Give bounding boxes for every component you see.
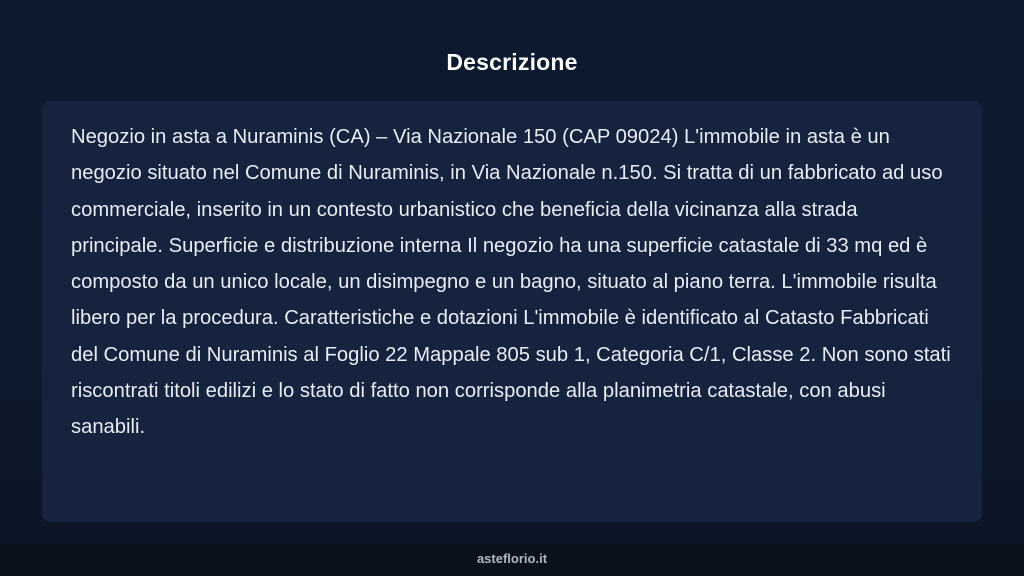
description-card — [42, 101, 982, 522]
description-text: Negozio in asta a Nuraminis (CA) – Via Nazionale 150 (CAP 09024) L'immobile in asta è un negozio situato nel Comune di Nuraminis, in Via Nazionale n.150. Si tratta di un fabbricato ad uso commerciale, inserito in un contesto urbanistico che beneficia della vicinanza alla strada principale. Superficie e distribuzione interna Il negozio ha una superficie catastale di 33 mq ed è composto da un unico locale, un disimpegno e un bagno, situato al piano terra. L'immobile risulta libero per la procedura. Caratteristiche e dotazioni L'immobile è identificato al Catasto Fabbricati del Comune di Nuraminis al Foglio 22 Mappale 805 sub 1, Categoria C/1, Classe 2. Non sono stati riscontrati titoli edilizi e lo stato di fatto non corrisponde alla planimetria catastale, con abusi sanabili. — [71, 126, 951, 439]
footer-site-link[interactable]: asteflorio.it — [476, 551, 548, 566]
page-title: Descrizione — [446, 49, 578, 75]
footer-bar — [0, 544, 1024, 576]
